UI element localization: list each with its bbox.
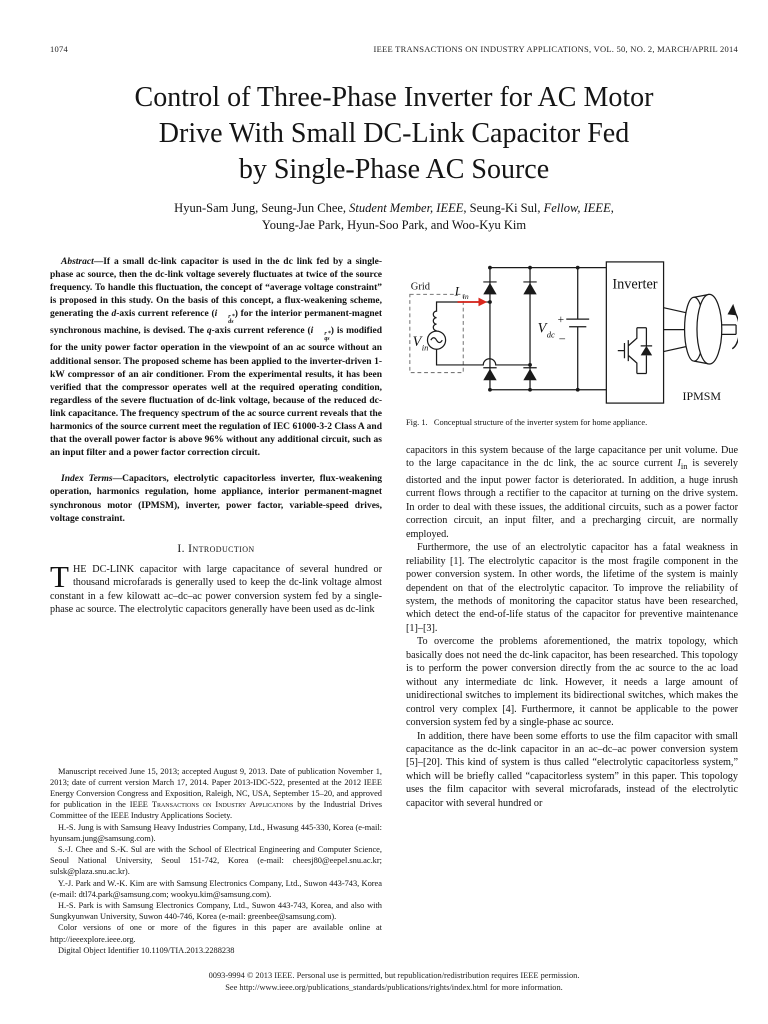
dc-link-capacitor-icon [566,268,589,390]
paragraph: In addition, there have been some efforts to use the film capacitor with small capacitance as the dc-link capacitor in an ac–dc–ac power conversion system [5]–[20]. This kind of system is thus called “electrolytic capacitorless system,” which will be briefly called “capacitorless system” in this paper. This topology uses the film capacitor with several microfarads, instead of the electrolytic capacitor with several hundred or [406,730,738,809]
inductor-icon [433,302,490,331]
title-line: Control of Three-Phase Inverter for AC Motor [134,82,654,113]
figure-1-caption: Fig. 1. Conceptual structure of the inverter system for home appliance. [406,418,648,427]
author-list [50,200,738,234]
circuit-wires [427,262,738,403]
shaft-rotation-arrow-icon [732,311,738,349]
diode-bars [483,282,536,368]
motor-front-face [697,294,722,364]
copyright-footer [50,970,738,993]
ipmsm-label: IPMSM [682,389,721,404]
plus-sign: + [557,313,565,326]
paragraph: Furthermore, the use of an electrolytic capacitor has a fatal weakness in reliability [1]. The electrolytic capacitor is the most fragile component in the power conversion system. In other words, the lifetime of the system is mainly dependent on that of the electrolytic capacitor. To improve the reliability of system, the methods of monitoring the capacitor status have been researched, which detect the end-of-life status of the capacitor for preventive maintenance [1]–[3]. [406,542,738,634]
sine-wave-icon [431,338,442,343]
paper-title [50,80,738,188]
grid-label: Grid [410,281,431,293]
footnote-affiliation: Y.-J. Park and W.-K. Kim are with Samsung Electronics Company, Ltd., Suwon 443-743, Korea (e-mail: dtl74.park@samsung.com; wookyu.kim@samsung.com). [50,878,382,899]
rotation-arrowhead-icon [727,304,737,315]
footnote-affiliation: S.-J. Chee and S.-K. Sul are with the School of Electrical Engineering and Computer Science, Seoul National University, Seoul 151-742, Korea (e-mail: cheesj80@eepel.snu.ac.kr; sulsk@plaza.snu.ac.kr). [50,844,382,877]
vin-subscript: in [421,342,429,353]
right-column [406,256,738,956]
copyright-line: 0093-9994 © 2013 IEEE. Personal use is permitted, but republication/redistribution requires IEEE permission. [208,971,580,980]
igbt-diode-icon [641,346,652,356]
rights-url-line: See http://www.ieee.org/publications_standards/publications/rights/index.html for more information. [225,982,563,992]
intro-paragraph [50,558,382,617]
footnote-affiliation: H.-S. Park is with Samsung Electronics Company, Ltd., Suwon 443-743, Korea, and also with Sungkyunwan University, Suwon 440-746, Korea (e-mail: greenbee@samsung.com). [50,900,382,922]
minus-sign: − [558,331,566,346]
author-line: Hyun-Sam Jung, Seung-Jun Chee, Student Member, IEEE, Seung-Ki Sul, Fellow, IEEE, [174,201,614,215]
iin-label: I [454,284,459,299]
running-head [50,44,738,54]
left-column [50,256,382,956]
footnote-doi: Digital Object Identifier 10.1109/TIA.2013.2288238 [58,945,235,955]
grid-return-wire [437,349,530,365]
title-line: by Single-Phase AC Source [238,154,550,185]
first-page-footnotes [50,766,382,956]
footnote-color-versions: Color versions of one or more of the figures in this paper are available online at http://ieeexplore.ieee.org. [50,923,382,944]
vdc-subscript: dc [546,329,555,340]
motor-shaft [722,325,736,335]
index-terms-paragraph: Index Terms—Capacitors, electrolytic capacitorless inverter, flux-weakening operation, harmonics regulation, home appliance, interior permanent-magnet synchronous motor (IPMSM), inverter, power factor, variable-speed drives, voltage constraint. [50,474,382,524]
diode-bridge-legs [490,268,530,390]
footnote-affiliation: H.-S. Jung is with Samsung Heavy Industries Company, Ltd., Hwasung 445-330, Korea (e-mail: hyunsam.jung@samsung.com). [50,822,382,843]
journal-title: IEEE TRANSACTIONS ON INDUSTRY APPLICATIONS, VOL. 50, NO. 2, MARCH/APRIL 2014 [373,44,738,54]
author-line: Young-Jae Park, Hyun-Soo Park, and Woo-Kyu Kim [261,218,527,232]
page-number: 1074 [50,44,68,54]
title-line: Drive With Small DC-Link Capacitor Fed [158,118,630,149]
vdc-label: V [537,320,547,337]
two-column-body [50,256,738,956]
inverter-label: Inverter [612,276,658,293]
paragraph: To overcome the problems aforementioned, the matrix topology, which basically does not need the dc-link capacitor, has been researched. This topology is to perform the power conversion directly from the ac source to the ac load without any intermediate dc link. However, it needs a large amount of unidirectional switches to implement its bidirectional switches, which makes the control very complex [4]. Furthermore, it cannot be applicable to the power conversion system fed by a single-phase ac source. [406,636,738,729]
footnote-manuscript: Manuscript received June 15, 2013; accepted August 9, 2013. Date of publication November 1, 2013; date of current version March 17, 2014. Paper 2013-IDC-522, presented at the 2012 IEEE Energy Conversion Congress and Exposition, Raleigh, NC, USA, September 15–20, and approved for publication in the IEEE Transactions on Industry Applications by the Industrial Drives Committee of the IEEE Industry Applications Society. [50,766,382,821]
vin-label: V [412,333,422,350]
section-heading-introduction: I. Introduction [177,542,255,555]
input-current-arrowhead-icon [479,298,488,307]
iin-subscript: in [462,292,469,302]
paragraph: capacitors in this system because of the large capacitance per unit volume. Due to the large capacitance in the dc link, the ac source current $I_{in}$ is severely distorted and the input power factor is deteriorated. In addition, a huge inrush current flows through a rectifier to the capacitor at turning on the drive system. In order to deal with these issues, the additional circuits, such as a power factor correction circuit, an input filter, and a precharging circuit, are normally employed. [406,445,738,540]
abstract-paragraph: Abstract—If a small dc-link capacitor is used in the dc link fed by a single-phase ac source, then the dc-link voltage severely fluctuates at twice of the source frequency. To handle this fluctuation, the concept of “average voltage constraint” is proposed in this study. On the basis of this concept, a flux-weakening scheme, generating the d-axis current reference (i r * ds ) for the interior permanent-magnet synchronous machine, is devised. The q-axis current reference (i r * qs ) is modified for the unity power factor operation in the viewpoint of an ac source without an additional sensor. The proposed scheme has been applied to the inverter-driven 1-kW compressor of an air conditioner. From the experimental results, it has been verified that the compressor operates well at the required operating condition, regardless of the severe fluctuation of dc-link voltage, because of the reduced dc-link capacitance. The frequency spectrum of the ac source current reveals that the harmonics of the source current meet the regulation of IEC 61000-3-2 Class A and that the overall power factor is above 96% without any additional circuit, such as an input filter and a power factor correction circuit. [50,257,382,459]
intro-paragraph-text: HE DC-LINK capacitor with large capacitance of several hundred or thousand microfarads is generally used to keep the dc-link voltage almost constant in a few kilowatt ac–dc–ac power conversion system fed by a single-phase ac source. The electrolytic capacitors generally have been used as dc-link [50,563,382,616]
drop-cap: T [50,558,69,594]
figure-1-diagram [406,260,738,405]
